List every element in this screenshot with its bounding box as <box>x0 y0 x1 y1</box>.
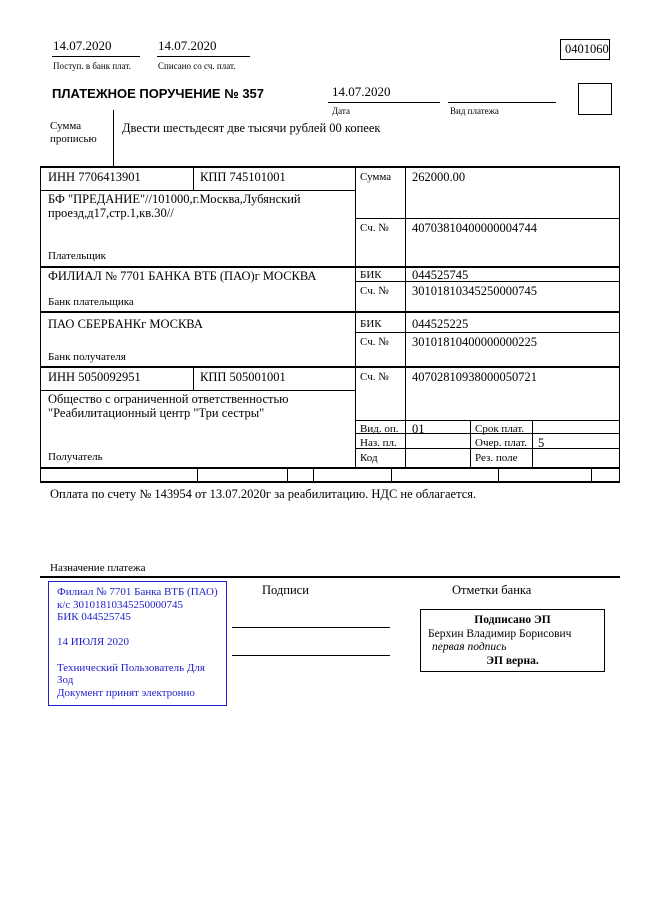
received-date-underline <box>52 56 140 57</box>
payee-name: Общество с ограниченной ответственностью "Реабилитационный центр "Три сестры" <box>48 392 289 421</box>
grid-line <box>498 467 499 481</box>
grid-line <box>355 166 356 467</box>
purpose-underline <box>40 576 620 578</box>
stamp-line: Документ принят электронно <box>57 686 195 699</box>
payer-bank-name: ФИЛИАЛ № 7701 БАНКА ВТБ (ПАО)г МОСКВА <box>48 269 317 283</box>
table-border-bottom <box>40 481 620 483</box>
signature-line-1 <box>232 627 390 628</box>
payee-bank-name: ПАО СБЕРБАНКг МОСКВА <box>48 317 203 331</box>
document-title: ПЛАТЕЖНОЕ ПОРУЧЕНИЕ № 357 <box>52 86 265 101</box>
table-border-left <box>40 166 41 482</box>
received-in-bank-date: 14.07.2020 <box>53 38 112 53</box>
payment-purpose-label: Назначение платежа <box>50 562 146 574</box>
grid-line <box>313 467 314 481</box>
document-date: 14.07.2020 <box>332 84 391 99</box>
amount-words-divider <box>113 110 114 166</box>
amount-words-value: Двести шестьдесят две тысячи рублей 00 копеек <box>122 121 381 135</box>
grid-line <box>193 166 194 190</box>
payment-kind-label: Вид платежа <box>450 106 499 116</box>
date-label: Дата <box>332 106 350 116</box>
bank-marks-header: Отметки банка <box>452 583 532 597</box>
form-code: 0401060 <box>565 42 609 56</box>
payee-bank-account: 30101810400000000225 <box>412 335 537 349</box>
stamp-line: Технический Пользователь Для Зод <box>57 661 205 687</box>
grid-line <box>355 332 620 333</box>
section-border <box>40 266 620 268</box>
grid-line <box>197 467 198 481</box>
code-label: Код <box>360 452 378 464</box>
payee-account-label: Сч. № <box>360 371 389 383</box>
op-kind-label: Вид. оп. <box>360 423 399 435</box>
reserve-field-label: Рез. поле <box>475 452 518 464</box>
payer-account-label: Сч. № <box>360 222 389 234</box>
esign-verified: ЭП верна. <box>486 654 539 667</box>
esign-stamp <box>420 609 605 672</box>
payee-bank-label: Банк получателя <box>48 351 126 363</box>
payee-bank-account-label: Сч. № <box>360 336 389 348</box>
due-date-label: Срок плат. <box>475 423 525 435</box>
stamp-line-blank <box>57 624 222 637</box>
payee-account: 40702810938000050721 <box>412 370 537 384</box>
payer-bank-label: Банк плательщика <box>48 296 134 308</box>
signatures-header: Подписи <box>262 583 309 597</box>
grid-line <box>40 190 355 191</box>
esign-title: Подписано ЭП <box>474 614 551 626</box>
signature-line-2 <box>232 655 390 656</box>
grid-line <box>355 218 620 219</box>
grid-line <box>287 467 288 481</box>
priority-value: 5 <box>538 436 545 450</box>
grid-line <box>40 390 355 391</box>
payee-label: Получатель <box>48 451 103 463</box>
payer-bank-bik-label: БИК <box>360 269 382 281</box>
received-in-bank-label: Поступ. в банк плат. <box>53 61 131 71</box>
grid-line <box>391 467 392 481</box>
stamp-line: Филиал № 7701 Банка ВТБ (ПАО) <box>57 586 218 598</box>
section-border <box>40 366 620 368</box>
table-border-right <box>619 166 620 482</box>
payment-kind-underline <box>448 102 556 103</box>
grid-line <box>355 281 620 282</box>
payment-kind-box <box>578 83 612 115</box>
sum-value: 262000.00 <box>412 170 466 184</box>
grid-line <box>470 420 471 467</box>
debited-label: Списано со сч. плат. <box>158 61 236 71</box>
payer-bank-bik: 044525745 <box>412 268 469 282</box>
payment-purpose-text: Оплата по счету № 143954 от 13.07.2020г за реабилитацию. НДС не облагается. <box>50 487 477 501</box>
payee-bank-bik-label: БИК <box>360 318 382 330</box>
payer-account: 40703810400000004744 <box>412 221 537 235</box>
esign-signer-name: Берхин Владимир Борисович <box>428 627 572 640</box>
payer-bank-account: 30101810345250000745 <box>412 284 537 298</box>
payee-bank-bik: 044525225 <box>412 317 469 331</box>
form-code-box <box>560 39 610 60</box>
purpose-code-label: Наз. пл. <box>360 437 397 449</box>
bank-stamp <box>48 581 227 706</box>
stamp-line: 14 ИЮЛЯ 2020 <box>57 636 129 649</box>
payer-kpp: КПП 745101001 <box>200 170 286 184</box>
amount-words-label: Сумма прописью <box>50 120 97 145</box>
esign-signer-role: первая подпись <box>432 641 507 653</box>
op-kind-value: 01 <box>412 422 425 436</box>
debited-date: 14.07.2020 <box>158 38 217 53</box>
grid-line <box>193 366 194 390</box>
payee-kpp: КПП 505001001 <box>200 370 286 384</box>
payer-name: БФ "ПРЕДАНИЕ"//101000,г.Москва,Лубянский проезд,д17,стр.1,кв.30// <box>48 192 301 221</box>
stamp-line-blank <box>57 649 222 662</box>
payer-bank-account-label: Сч. № <box>360 285 389 297</box>
grid-line <box>405 166 406 467</box>
section-border <box>40 311 620 313</box>
sum-label: Сумма <box>360 171 392 183</box>
payer-label: Плательщик <box>48 250 106 262</box>
date-underline <box>328 102 440 103</box>
debited-date-underline <box>157 56 250 57</box>
payee-inn: ИНН 5050092951 <box>48 370 141 384</box>
table-border-top <box>40 166 620 168</box>
grid-line <box>355 420 620 421</box>
priority-label: Очер. плат. <box>475 437 528 449</box>
payer-inn: ИНН 7706413901 <box>48 170 141 184</box>
stamp-line: к/с 30101810345250000745 <box>57 598 184 611</box>
section-border <box>40 467 620 469</box>
grid-line <box>591 467 592 481</box>
stamp-line: БИК 044525745 <box>57 611 131 624</box>
grid-line <box>532 420 533 467</box>
